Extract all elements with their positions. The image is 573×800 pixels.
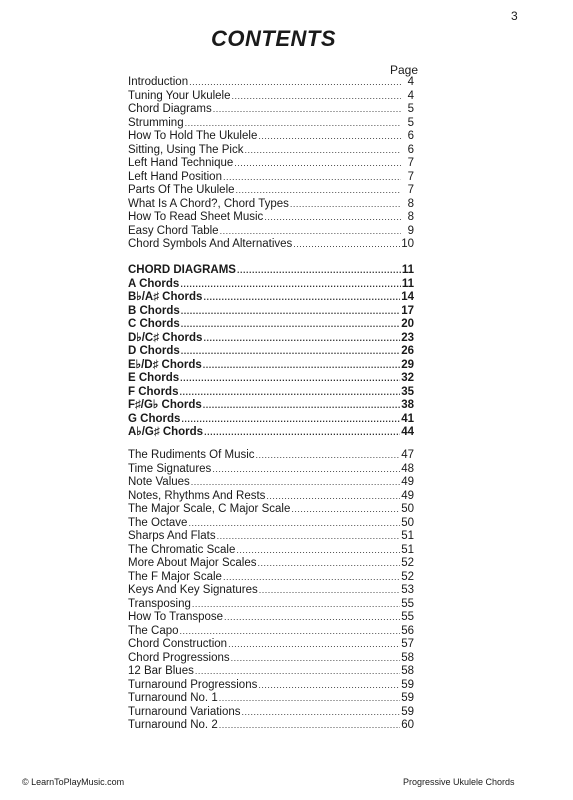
toc-entry-page: 50 — [401, 516, 414, 529]
toc-entry-page: 26 — [401, 345, 414, 357]
toc-entry-label: The Capo — [128, 624, 179, 637]
toc-entry-label: Note Values — [128, 476, 190, 488]
toc-entry — [128, 426, 414, 440]
toc-entry — [128, 611, 414, 625]
toc-entry-label: The Chromatic Scale — [128, 543, 236, 556]
toc-entry — [128, 130, 414, 144]
toc-entry-label: E Chords — [128, 372, 180, 384]
toc-leader-dots — [192, 598, 400, 612]
toc-entry-page: 6 — [407, 143, 414, 156]
toc-entry — [128, 157, 414, 171]
toc-entry-label: F♯/G♭ Chords — [128, 399, 202, 411]
toc-entry-page: 10 — [401, 238, 414, 250]
toc-leader-dots — [203, 291, 400, 305]
toc-entry-page: 49 — [401, 489, 414, 502]
toc-leader-dots — [188, 517, 400, 531]
toc-leader-dots — [212, 463, 400, 477]
toc-entry — [128, 345, 414, 359]
toc-entry-page: 20 — [401, 318, 414, 330]
toc-entry-label: Keys And Key Signatures — [128, 584, 258, 596]
toc-leader-dots — [242, 706, 401, 720]
toc-entry-label: Parts Of The Ukulele — [128, 184, 235, 196]
toc-leader-dots — [191, 476, 400, 490]
toc-entry-label: The Major Scale, C Major Scale — [128, 503, 291, 515]
toc-entry — [128, 291, 414, 305]
toc-leader-dots — [204, 426, 400, 440]
toc-leader-dots — [223, 171, 401, 185]
toc-entry-page: 52 — [401, 557, 414, 569]
toc-entry-label: CHORD DIAGRAMS — [128, 264, 236, 276]
toc-leader-dots — [180, 278, 401, 292]
toc-entry-label: Chord Construction — [128, 638, 228, 650]
toc-entry — [128, 476, 414, 490]
toc-entry-label: Turnaround No. 1 — [128, 692, 218, 704]
toc-group-chord-diagrams — [128, 264, 414, 440]
toc-leader-dots — [264, 211, 401, 225]
toc-entry — [128, 225, 414, 239]
toc-entry-label: Sitting, Using The Pick — [128, 143, 244, 156]
toc-entry — [128, 238, 414, 252]
toc-entry-label: Easy Chord Table — [128, 224, 219, 237]
toc-group-introduction — [128, 76, 414, 252]
toc-entry-page: 59 — [401, 705, 414, 718]
toc-leader-dots — [203, 359, 400, 373]
toc-entry-label: How To Hold The Ukulele — [128, 130, 258, 142]
toc-entry-label: G Chords — [128, 412, 181, 425]
toc-entry — [128, 463, 414, 477]
toc-entry — [128, 625, 414, 639]
toc-entry — [128, 706, 414, 720]
toc-entry-page: 7 — [407, 184, 414, 196]
toc-entry-page: 4 — [407, 89, 414, 102]
toc-entry-page: 53 — [401, 584, 414, 596]
toc-entry-page: 47 — [401, 449, 414, 461]
toc-entry — [128, 318, 414, 332]
toc-entry — [128, 665, 414, 679]
toc-leader-dots — [179, 386, 400, 400]
toc-entry-page: 52 — [401, 570, 414, 583]
toc-leader-dots — [266, 490, 400, 504]
toc-leader-dots — [180, 625, 401, 639]
toc-entry — [128, 530, 414, 544]
toc-entry-page: 5 — [407, 116, 414, 129]
toc-leader-dots — [220, 225, 401, 239]
toc-leader-dots — [228, 638, 400, 652]
toc-entry-label: E♭/D♯ Chords — [128, 358, 202, 371]
toc-entry-page: 8 — [407, 211, 414, 223]
toc-entry-label: B Chords — [128, 304, 180, 317]
toc-entry — [128, 449, 414, 463]
toc-entry-page: 50 — [401, 503, 414, 515]
toc-leader-dots — [203, 332, 400, 346]
toc-leader-dots — [234, 157, 401, 171]
toc-leader-dots — [185, 117, 401, 131]
toc-entry-page: 23 — [401, 331, 414, 344]
toc-entry — [128, 184, 414, 198]
toc-entry-label: Turnaround No. 2 — [128, 719, 218, 731]
toc-leader-dots — [219, 692, 400, 706]
toc-entry-label: Left Hand Technique — [128, 157, 234, 169]
toc-leader-dots — [180, 372, 400, 386]
toc-leader-dots — [232, 90, 401, 104]
toc-entry-label: A Chords — [128, 277, 180, 290]
toc-entry-label: D Chords — [128, 345, 180, 357]
toc-entry-page: 11 — [401, 277, 414, 290]
toc-leader-dots — [224, 611, 400, 625]
toc-entry-page: 51 — [401, 530, 414, 542]
toc-entry-label: Strumming — [128, 116, 184, 129]
toc-entry — [128, 598, 414, 612]
toc-entry — [128, 503, 414, 517]
toc-leader-dots — [258, 679, 400, 693]
toc-entry — [128, 278, 414, 292]
toc-entry-label: B♭/A♯ Chords — [128, 291, 203, 303]
toc-leader-dots — [258, 130, 401, 144]
toc-leader-dots — [203, 399, 400, 413]
toc-leader-dots — [259, 584, 400, 598]
toc-entry-label: The Octave — [128, 516, 188, 529]
toc-entry — [128, 211, 414, 225]
toc-entry-label: Turnaround Progressions — [128, 678, 258, 691]
toc-entry — [128, 386, 414, 400]
toc-leader-dots — [219, 719, 400, 733]
toc-entry-page: 6 — [407, 130, 414, 142]
toc-leader-dots — [181, 345, 400, 359]
toc-leader-dots — [244, 144, 401, 158]
toc-leader-dots — [213, 103, 401, 117]
toc-entry-label: The Rudiments Of Music — [128, 449, 255, 461]
toc-entry-label: Sharps And Flats — [128, 530, 216, 542]
toc-entry-page: 48 — [401, 462, 414, 475]
toc-leader-dots — [181, 413, 400, 427]
toc-entry — [128, 90, 414, 104]
toc-entry-label: 12 Bar Blues — [128, 665, 194, 677]
toc-entry-label: D♭/C♯ Chords — [128, 331, 203, 344]
toc-entry-page: 55 — [401, 597, 414, 610]
toc-entry-label: Chord Diagrams — [128, 103, 212, 115]
toc-leader-dots — [195, 665, 400, 679]
toc-entry — [128, 638, 414, 652]
page-title-text: CONTENTS — [211, 26, 336, 51]
toc-entry-page: 32 — [401, 372, 414, 384]
toc-entry — [128, 679, 414, 693]
toc-entry-page: 60 — [401, 719, 414, 731]
toc-entry-label: Turnaround Variations — [128, 705, 241, 718]
toc-entry-label: Time Signatures — [128, 462, 212, 475]
toc-entry-page: 56 — [401, 624, 414, 637]
toc-leader-dots — [257, 557, 400, 571]
toc-entry — [128, 557, 414, 571]
toc-entry — [128, 171, 414, 185]
toc-leader-dots — [290, 198, 401, 212]
toc-entry — [128, 517, 414, 531]
toc-entry — [128, 76, 414, 90]
toc-entry-page: 58 — [401, 665, 414, 677]
toc-entry-page: 9 — [407, 224, 414, 237]
page-number: 3 — [511, 9, 518, 23]
toc-entry — [128, 490, 414, 504]
toc-entry-page: 7 — [407, 157, 414, 169]
toc-entry-page: 5 — [407, 103, 414, 115]
page-title — [0, 26, 573, 52]
footer-book-title: Progressive Ukulele Chords — [403, 777, 515, 787]
toc-entry — [128, 103, 414, 117]
toc-entry-page: 44 — [401, 426, 414, 438]
toc-leader-dots — [237, 264, 401, 278]
toc-entry-label: Tuning Your Ukulele — [128, 89, 231, 102]
toc-entry-label: Transposing — [128, 597, 191, 610]
toc-entry — [128, 584, 414, 598]
toc-leader-dots — [236, 184, 401, 198]
toc-entry-page: 59 — [401, 692, 414, 704]
toc-entry-page: 55 — [401, 611, 414, 623]
toc-entry-label: Left Hand Position — [128, 170, 222, 183]
toc-leader-dots — [231, 652, 401, 666]
toc-entry — [128, 359, 414, 373]
toc-entry — [128, 544, 414, 558]
toc-entry-page: 11 — [401, 264, 414, 276]
toc-entry — [128, 652, 414, 666]
toc-entry-page: 58 — [401, 651, 414, 664]
toc-entry-page: 14 — [401, 291, 414, 303]
toc-entry-label: More About Major Scales — [128, 557, 257, 569]
toc-entry-page: 49 — [401, 476, 414, 488]
toc-entry-label: Introduction — [128, 76, 189, 88]
toc-entry-label: What Is A Chord?, Chord Types — [128, 197, 289, 210]
toc-entry-label: F Chords — [128, 385, 179, 398]
toc-entry-label: Notes, Rhythms And Rests — [128, 489, 266, 502]
toc-leader-dots — [256, 449, 401, 463]
toc-entry — [128, 144, 414, 158]
footer-copyright: © LearnToPlayMusic.com — [22, 777, 125, 787]
toc-leader-dots — [223, 571, 400, 585]
toc-leader-dots — [291, 503, 400, 517]
toc-entry-page: 29 — [401, 358, 414, 371]
toc-group-rudiments — [128, 449, 414, 733]
page-column-label: Page — [390, 63, 419, 77]
toc-entry-page: 8 — [407, 197, 414, 210]
toc-entry-label: How To Transpose — [128, 611, 224, 623]
toc-entry — [128, 719, 414, 733]
toc-entry-label: A♭/G♯ Chords — [128, 426, 204, 438]
toc-leader-dots — [217, 530, 401, 544]
toc-entry — [128, 198, 414, 212]
toc-entry — [128, 117, 414, 131]
toc-entry-page: 4 — [407, 76, 414, 88]
toc-leader-dots — [181, 305, 400, 319]
toc-entry-page: 59 — [401, 678, 414, 691]
toc-entry-label: Chord Symbols And Alternatives — [128, 238, 293, 250]
toc-entry-page: 35 — [401, 385, 414, 398]
toc-entry-page: 57 — [401, 638, 414, 650]
toc-entry — [128, 571, 414, 585]
toc-entry-page: 17 — [401, 304, 414, 317]
toc-entry-label: Chord Progressions — [128, 651, 230, 664]
toc-entry-page: 51 — [401, 543, 414, 556]
toc-entry-label: How To Read Sheet Music — [128, 211, 264, 223]
toc-entry-label: The F Major Scale — [128, 570, 222, 583]
toc-leader-dots — [189, 76, 401, 90]
toc-entry — [128, 692, 414, 706]
toc-entry — [128, 305, 414, 319]
toc-entry — [128, 413, 414, 427]
toc-leader-dots — [181, 318, 400, 332]
toc-entry-page: 41 — [401, 412, 414, 425]
toc-entry-page: 7 — [407, 170, 414, 183]
toc-leader-dots — [236, 544, 400, 558]
toc-leader-dots — [293, 238, 400, 252]
toc-entry-page: 38 — [401, 399, 414, 411]
toc-entry — [128, 332, 414, 346]
toc-entry — [128, 264, 414, 278]
toc-entry — [128, 399, 414, 413]
toc-entry-label: C Chords — [128, 318, 180, 330]
toc-entry — [128, 372, 414, 386]
